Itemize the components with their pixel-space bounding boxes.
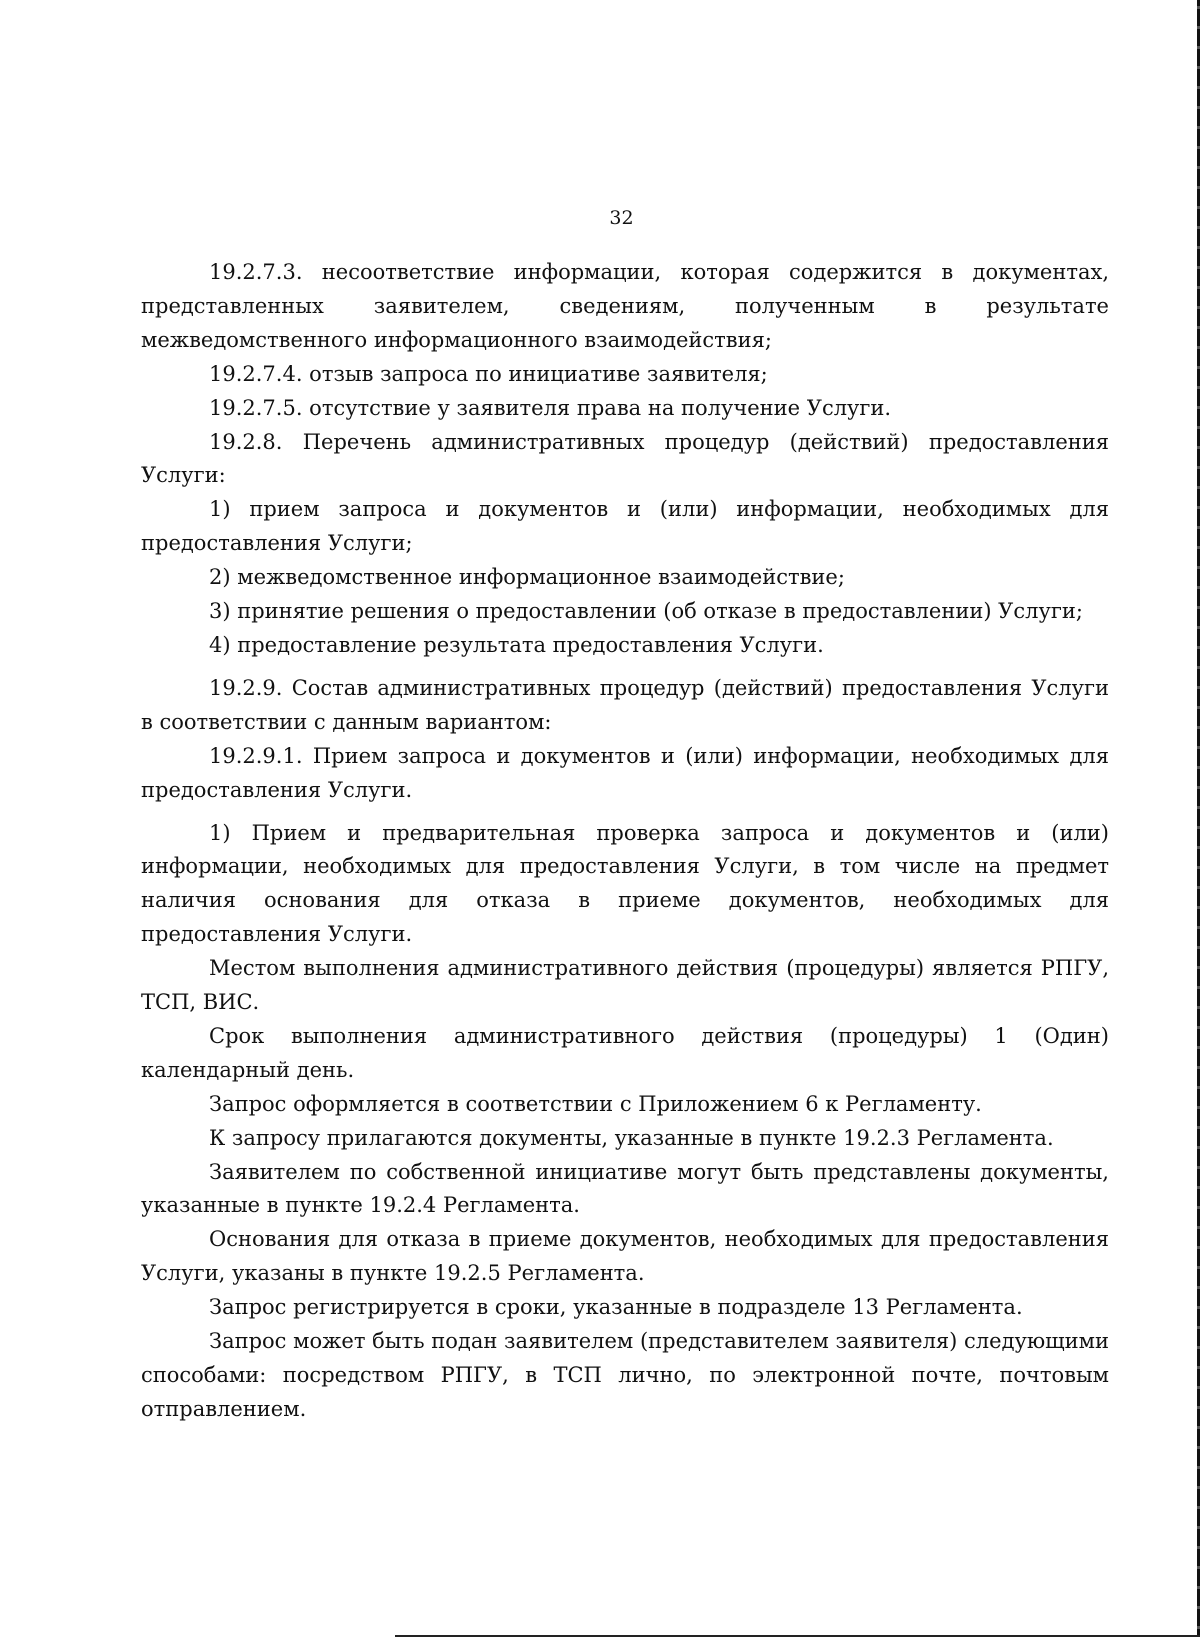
paragraph-term: Срок выполнения административного действия (процедуры) 1 (Один) календарный день. <box>141 1023 1109 1082</box>
list-item-1: 1) прием запроса и документов и (или) информации, необходимых для предоставления Услуги; <box>141 497 1109 556</box>
paragraph-request-form: Запрос оформляется в соответствии с Приложением 6 к Регламенту. <box>209 1091 982 1116</box>
paragraph-place: Местом выполнения административного действия (процедуры) является РПГУ, ТСП, ВИС. <box>141 956 1109 1015</box>
paragraph-19-2-7-3: 19.2.7.3. несоответствие информации, которая содержится в документах, представленных заявителем, сведениям, полученным в результате межведомственного информационного взаимодействия; <box>141 260 1109 352</box>
paragraph-19-2-9-1: 19.2.9.1. Прием запроса и документов и (или) информации, необходимых для предоставления Услуги. <box>141 743 1109 802</box>
paragraph-19-2-8: 19.2.8. Перечень административных процедур (действий) предоставления Услуги: <box>141 429 1109 488</box>
list-item-4: 4) предоставление результата предоставления Услуги. <box>209 632 824 657</box>
list-item-2: 2) межведомственное информационное взаимодействие; <box>209 565 845 590</box>
list-item-3: 3) принятие решения о предоставлении (об отказе в предоставлении) Услуги; <box>209 599 1083 624</box>
paragraph-own-initiative: Заявителем по собственной инициативе могут быть представлены документы, указанные в пункте 19.2.4 Регламента. <box>141 1159 1109 1218</box>
paragraph-refusal-grounds: Основания для отказа в приеме документов, необходимых для предоставления Услуги, указаны в пункте 19.2.5 Регламента. <box>141 1227 1109 1286</box>
paragraph-submission-methods: Запрос может быть подан заявителем (представителем заявителя) следующими способами: посредством РПГУ, в ТСП лично, по электронной почте, почтовым отправлением. <box>141 1329 1109 1421</box>
paragraph-19-2-9: 19.2.9. Состав административных процедур (действий) предоставления Услуги в соответствии с данным вариантом: <box>141 675 1109 734</box>
paragraph-19-2-7-4: 19.2.7.4. отзыв запроса по инициативе заявителя; <box>209 361 768 386</box>
paragraph-attached-docs: К запросу прилагаются документы, указанные в пункте 19.2.3 Регламента. <box>209 1125 1054 1150</box>
paragraph-registration: Запрос регистрируется в сроки, указанные в подразделе 13 Регламента. <box>209 1295 1023 1320</box>
paragraph-19-2-7-5: 19.2.7.5. отсутствие у заявителя права на получение Услуги. <box>209 395 892 420</box>
document-body <box>141 256 1109 1427</box>
procedure-item-1: 1) Прием и предварительная проверка запроса и документов и (или) информации, необходимых для предоставления Услуги, в том числе на предмет наличия основания для отказа в приеме документов, необходимых для предоставления Услуги. <box>141 820 1109 947</box>
page-number: 32 <box>609 207 634 229</box>
